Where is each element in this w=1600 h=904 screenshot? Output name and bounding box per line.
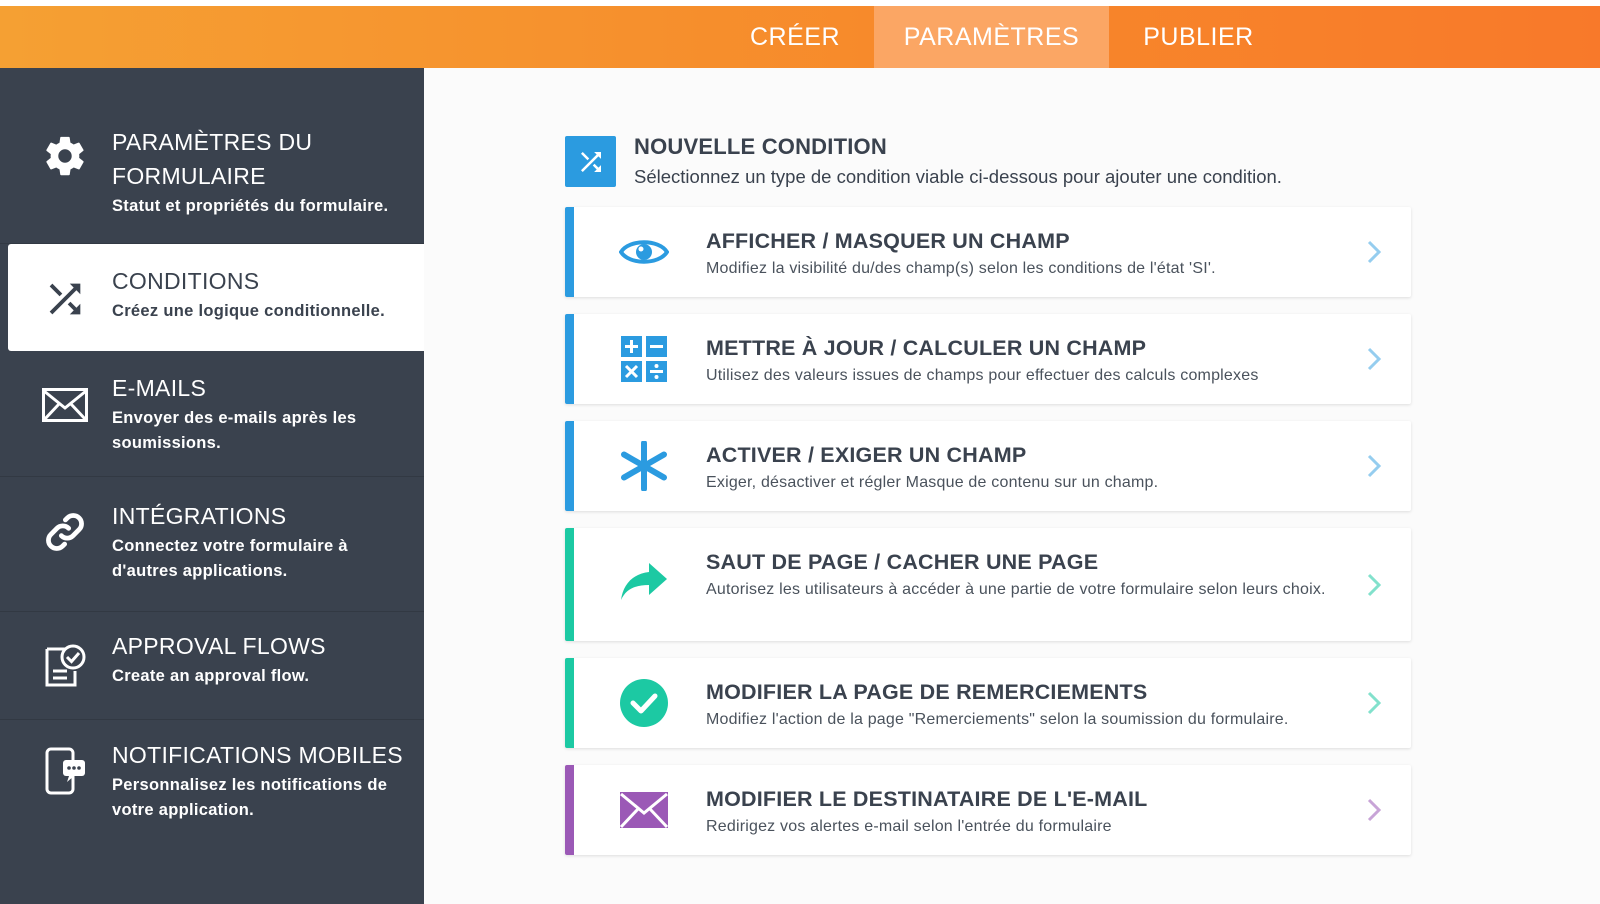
card-title: METTRE À JOUR / CALCULER UN CHAMP bbox=[706, 336, 1147, 360]
card-accent-bar bbox=[565, 658, 574, 748]
card-title: ACTIVER / EXIGER UN CHAMP bbox=[706, 443, 1027, 467]
sidebar-item-title: FORMULAIRE bbox=[112, 163, 266, 189]
gear-icon bbox=[40, 131, 90, 181]
card-desc: Autorisez les utilisateurs à accéder à une partie de votre formulaire selon leurs choix. bbox=[706, 581, 1326, 598]
share-arrow-icon bbox=[617, 554, 671, 608]
card-desc: Modifiez la visibilité du/des champ(s) selon les conditions de l'état 'SI'. bbox=[706, 260, 1216, 277]
condition-card-enable-require[interactable] bbox=[565, 421, 1411, 511]
tab-creer[interactable]: CRÉER bbox=[749, 22, 840, 51]
card-title: AFFICHER / MASQUER UN CHAMP bbox=[706, 229, 1070, 253]
sidebar-item-integrations[interactable] bbox=[0, 477, 424, 612]
card-title: MODIFIER LA PAGE DE REMERCIEMENTS bbox=[706, 680, 1148, 704]
condition-card-update-calculate[interactable] bbox=[565, 314, 1411, 404]
condition-card-skip-hide-page[interactable] bbox=[565, 528, 1411, 641]
chevron-right-icon bbox=[1365, 238, 1383, 266]
sidebar-item-title: PARAMÈTRES DU bbox=[112, 129, 313, 155]
sidebar-item-desc: Create an approval flow. bbox=[112, 667, 310, 685]
sidebar-item-desc: Personnalisez les notifications de bbox=[112, 776, 388, 794]
sidebar-item-approval-flows[interactable] bbox=[0, 612, 424, 720]
sidebar-item-conditions[interactable] bbox=[8, 244, 424, 351]
eye-icon bbox=[617, 225, 671, 279]
card-desc: Redirigez vos alertes e-mail selon l'entrée du formulaire bbox=[706, 818, 1112, 835]
sidebar-item-mobile-notifications[interactable] bbox=[0, 720, 424, 870]
calculator-icon bbox=[617, 332, 671, 386]
sidebar-item-desc: votre application. bbox=[112, 801, 255, 819]
top-nav-bar bbox=[0, 6, 1600, 68]
page-title: NOUVELLE CONDITION bbox=[634, 134, 887, 159]
sidebar-item-desc: d'autres applications. bbox=[112, 562, 288, 580]
shuffle-icon bbox=[40, 274, 90, 324]
tab-publier[interactable]: PUBLIER bbox=[1143, 22, 1254, 51]
chevron-right-icon bbox=[1365, 452, 1383, 480]
sidebar-item-desc: Envoyer des e-mails après les bbox=[112, 409, 357, 427]
sidebar-item-desc: Créez une logique conditionnelle. bbox=[112, 302, 386, 320]
card-desc: Exiger, désactiver et régler Masque de contenu sur un champ. bbox=[706, 474, 1159, 491]
card-accent-bar bbox=[565, 528, 574, 641]
sidebar bbox=[0, 68, 424, 904]
tab-parametres[interactable]: PARAMÈTRES bbox=[874, 6, 1109, 68]
condition-card-thank-you-page[interactable] bbox=[565, 658, 1411, 748]
sidebar-item-title: APPROVAL FLOWS bbox=[112, 633, 326, 659]
sidebar-item-form-settings[interactable] bbox=[0, 68, 424, 244]
sidebar-item-emails[interactable] bbox=[0, 352, 424, 477]
card-accent-bar bbox=[565, 207, 574, 297]
condition-card-show-hide[interactable] bbox=[565, 207, 1411, 297]
sidebar-item-desc: Connectez votre formulaire à bbox=[112, 537, 348, 555]
page-subtitle: Sélectionnez un type de condition viable ci-dessous pour ajouter une condition. bbox=[634, 166, 1282, 187]
card-desc: Modifiez l'action de la page "Remerciements" selon la soumission du formulaire. bbox=[706, 711, 1289, 728]
sidebar-item-title: INTÉGRATIONS bbox=[112, 503, 287, 529]
sidebar-item-desc: soumissions. bbox=[112, 434, 222, 452]
card-title: SAUT DE PAGE / CACHER UNE PAGE bbox=[706, 550, 1099, 574]
chevron-right-icon bbox=[1365, 689, 1383, 717]
envelope-icon bbox=[617, 783, 671, 837]
sidebar-item-title: E-MAILS bbox=[112, 375, 207, 401]
card-desc: Utilisez des valeurs issues de champs pour effectuer des calculs complexes bbox=[706, 367, 1259, 384]
check-circle-icon bbox=[617, 676, 671, 730]
sidebar-item-title: CONDITIONS bbox=[112, 268, 260, 294]
chevron-right-icon bbox=[1365, 796, 1383, 824]
condition-card-email-recipient[interactable] bbox=[565, 765, 1411, 855]
card-accent-bar bbox=[565, 765, 574, 855]
link-icon bbox=[40, 507, 90, 557]
asterisk-icon bbox=[617, 439, 671, 493]
sidebar-item-title: NOTIFICATIONS MOBILES bbox=[112, 742, 403, 768]
chevron-right-icon bbox=[1365, 345, 1383, 373]
shuffle-icon bbox=[565, 136, 616, 187]
chevron-right-icon bbox=[1365, 571, 1383, 599]
card-accent-bar bbox=[565, 421, 574, 511]
card-accent-bar bbox=[565, 314, 574, 404]
sidebar-item-desc: Statut et propriétés du formulaire. bbox=[112, 197, 389, 215]
approval-icon bbox=[40, 640, 90, 690]
envelope-icon bbox=[40, 380, 90, 430]
card-title: MODIFIER LE DESTINATAIRE DE L'E-MAIL bbox=[706, 787, 1148, 811]
mobile-icon bbox=[40, 746, 90, 796]
